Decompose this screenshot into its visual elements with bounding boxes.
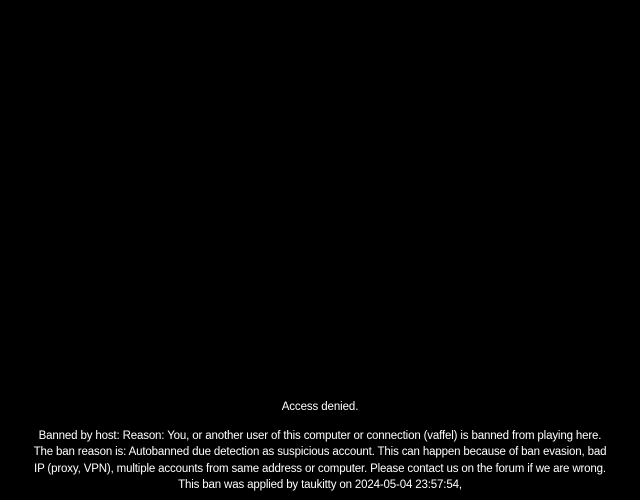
access-denied-title: Access denied.	[281, 401, 359, 413]
ban-message-line-4: This ban was applied by taukitty on 2024-05-04 23:57:54,	[178, 479, 462, 492]
ban-message-line-2: The ban reason is: Autobanned due detection as suspicious account. This can happen because of ban evasion, bad	[33, 446, 607, 459]
ban-message-line-1: Banned by host: Reason: You, or another user of this computer or connection (vaffel) is banned from playing here.	[38, 430, 602, 442]
ban-message	[0, 428, 640, 494]
ban-message-line-3: IP (proxy, VPN), multiple accounts from same address or computer. Please contact us on the forum if we are wrong.	[34, 462, 606, 475]
